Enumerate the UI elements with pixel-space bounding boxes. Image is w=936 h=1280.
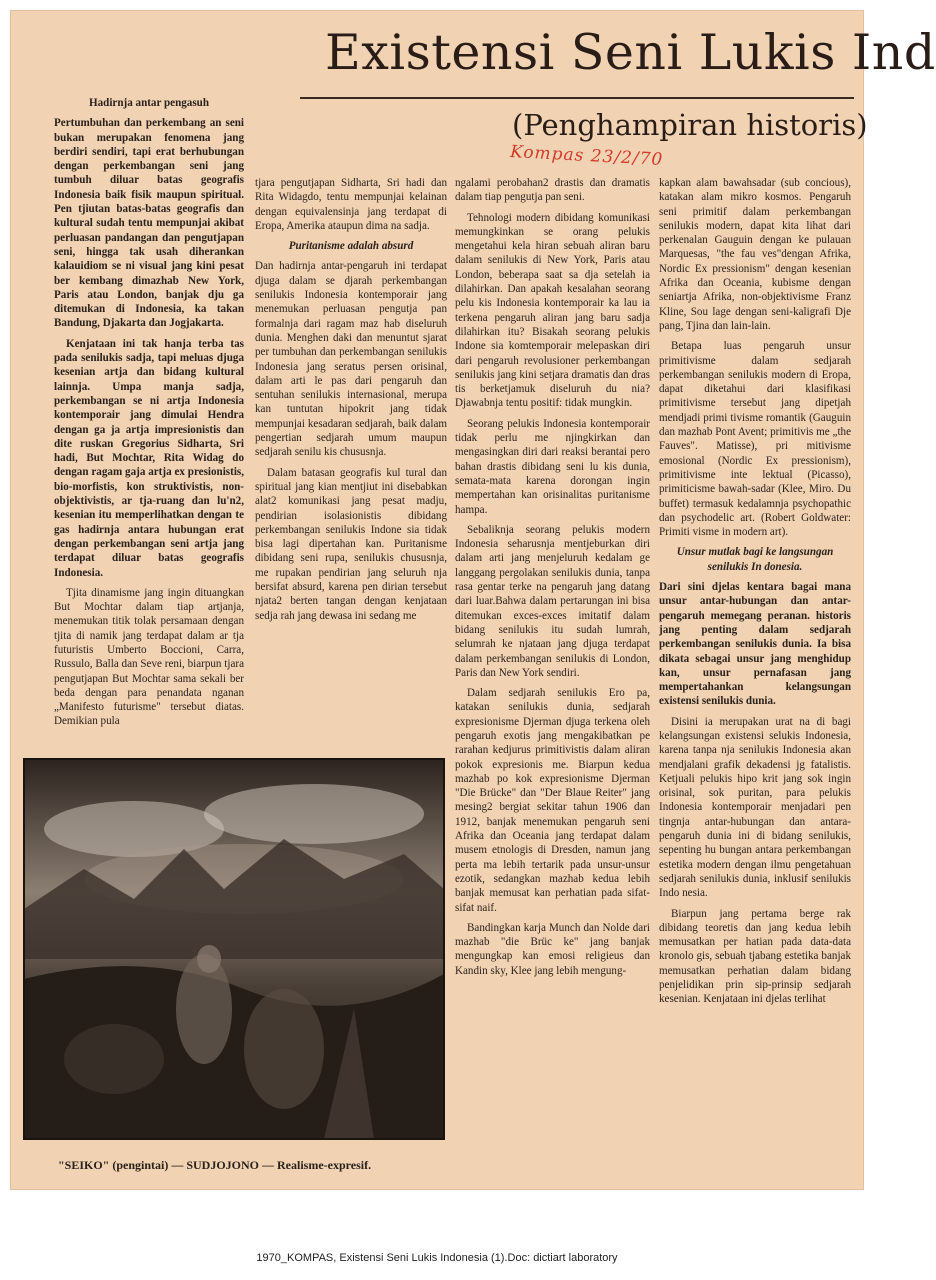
col4-subheading: Unsur mutlak bagi ke langsungan senilukis In donesia. — [676, 546, 834, 573]
col2-para-2: Dan hadirnja antar-pengaruh ini terdapat djuga dalam se djarah perkembangan senilukis Indonesia kontemporair jang menemukan perluasan pengutja pan formalnja dari ragam maz hab diseluruh dunia. Menghen daki dan menuntut sjarat per tumbuhan dan perkembangan senilukis Indonesia jang seratus persen orisinal, dalam arti le pas dari pengaruh dan sentuhan senilukis internasional, merupa kan tuntutan hipokrit jang tidak mempunjai kesadaran sedjarah, baik dalam pengertian sedjarah umum maupun sedjarah senilu kis chususnja. — [255, 260, 447, 459]
col4-para-2: Betapa luas pengaruh unsur primitivisme dalam sedjarah perkembangan senilukis modern di Eropa, dapat diketahui dari klasifikasi primitivisme tersebut jang dipetjah mendjadi primi tivisme romantik (Gauguin dan mazhab Pont Avent; primitivis me „the Fauves". Matisse), pri mitivisme emosional (Nordic Ex pressionism), primitivisme inte lektual (Picasso), primiticisme bawah-sadar (Klee, Miro. Du buffet) termasuk kedalamnja psychopathic dan psychodelic art. (Robert Goldwater: Primiti visme in modern art). — [659, 340, 851, 539]
article-title: Existensi Seni Lukis Ind — [325, 24, 936, 81]
col3-para-1: ngalami perobahan2 drastis dan dramatis dalam tiap pengutja pan seni. — [455, 177, 650, 204]
col2-subheading: Puritanisme adalah absurd — [288, 240, 414, 253]
photo-caption: "SEIKO" (pengintai) — SUDJOJONO — Realisme-expresif. — [58, 1158, 372, 1172]
col3-para-2: Tehnologi modern dibidang komunikasi memungkinkan se orang pelukis mengetahui kela hiran sebuah aliran baru dalam senilukis di New York, Paris atau London, beberapa saat sa dja setelah ia dilahirkan. Dan apakah kesalahan seorang pelu kis Indonesia kontemporair ka lau ia terkena pengaruh aliran jang baru sadja dilahirkan itu? Bisakah seorang pelukis Indone sia komtemporair melepaskan diri dari pengaruh revolusioner perkembangan senilukis jang kini setjara dramatis dan dras tis berketjamuk diseluruh du nia? Djawabnja tentu positif: tidak mungkin. — [455, 211, 650, 410]
col4-para-4: Disini ia merupakan urat na di bagi kelangsungan existensi selukis Indonesia, karena tanpa nja senilukis Indonesia akan mendjalani grafik dekadensi jg fatalistis. Ketjuali pelukis hipo krit jang sok ingin orisinal, sok puritan, para pelukis Indonesia kontemporair menjadari pen tingnja antar-hubungan dan antara-pengaruh dunia ini di bidang senilukis, sepenting hu bungan antara perkembangan estetika modern dengan ilmu pengetahuan sedjarah senilukis dunia, inklusif senilukis Indo nesia. — [659, 715, 851, 900]
title-rule — [300, 97, 854, 99]
col3-para-4: Sebaliknja seorang pelukis modern Indonesia seharusnja mentjeburkan diri dalam arti jang menjeluruh kedalam ge langgang pergolakan senilukis dunia, tanpa rasa gentar terke na pengaruh jang datang dari luar.Bahwa dalam pertarungan ini bisa ditemukan exces-exces imitatif dalam bidang senilukis itu sudah lumrah, selumrah ke njataan jang djuga terdapat dalam perkembangan senilukis di London, Paris dan New York sendiri. — [455, 523, 650, 679]
col1-para-1: Pertumbuhan dan perkembang an seni bukan merupakan fenomena jang berdiri sendiri, tapi erat berhubungan dengan perkembangan seni jang tumbuh diluar batas geografis Indonesia baik fisik maupun spiritual. Pen tjiutan batas-batas geografis dan kultural sudah tentu mempunjai akibat perluasan pandangan dan pengutjapan seni, hingga tak usah diherankan kalauidiom se ni visual jang kini pesat ber kembang dimazhab New York, Paris atau London, banjak dju ga ditemukan di Indonesia, ka takan Bandung, Djakarta dan Jogjakarta. — [54, 117, 244, 330]
handwritten-note: Kompas 23/2/70 — [509, 142, 664, 170]
col4-para-3: Dari sini djelas kentara bagai mana unsur antar-hubungan dan antar-pengaruh memegang peranan. historis jang penting dalam sedjarah perkembangan senilukis dunia. Ia bisa dikata sebagai unsur jang menghidup kan, unsur pernafasan jang mempertahankan kelangsungan existensi senilukis dunia. — [659, 581, 851, 708]
col3-para-5: Dalam sedjarah senilukis Ero pa, katakan senilukis dunia, sedjarah expresionisme Djerman djuga terkena oleh pengaruh exotis jang mengakibatkan pe rarahan kedjurus primitivistis dalam aliran pokok expresionis me. Biarpun kedua mazhab po kok expresionisme Djerman "Die Brücke" dan "Der Blaue Reiter" jang mesing2 bergiat sekitar tahun 1906 dan 1912, banjak menemukan pengaruh seni Afrika dan Oceania jang terdapat dalam musem etnologis di Dresden, namun jang perta ma lebih tertarik pada unsur-unsur ezotik, sedangkan mazhab kedua lebih banjak memusat kan perhatian pada sifat-sifat naif. — [455, 687, 650, 914]
col3-para-3: Seorang pelukis Indonesia kontemporair tidak perlu me njingkirkan dan mengasingkan diri dari reaksi berantai pero bahan drastis dibidang seni lu kis dunia, semata-mata karena dorongan ingin mempertahan kan orisinalitas puritanisme hampa. — [455, 417, 650, 516]
document-footer: 1970_KOMPAS, Existensi Seni Lukis Indonesia (1).Doc: dictiart laboratory — [256, 1252, 618, 1264]
col4-para-1: kapkan alam bawahsadar (sub concious), katakan alam mikro kosmos. Pengaruh seni primitif dalam perkembangan senilukis modern, dapat kita lihat dari perkenalan Gauguin dengan ke pulauan Marquesas, "the fau ves"dengan Afrika, Nordic Ex pressionism" dengan kesenian Afrika dan Oceania, kubisme dengan seniartja Afrika, non-objektivisme Franz Kline, Sou lage dengan seni-kaligrafi Dje pang, Tjina dan lain-lain. — [659, 177, 851, 332]
column-2 — [255, 176, 447, 744]
column-4 — [659, 176, 851, 1172]
column-1 — [54, 96, 244, 746]
col4-para-5: Biarpun jang pertama berge rak dibidang teoretis dan jang kedua lebih memusatkan per hatian pada data-data kronolo gis, sebuah tjabang estetika banjak memusatkan perhatian dalam bidang penjelidikan prin sip-prinsip sedjarah kesenian. Kenjataan ini djelas terlihat — [659, 907, 851, 1006]
painting-photo — [24, 759, 444, 1139]
col1-para-3: Tjita dinamisme jang ingin dituangkan But Mochtar dalam tiap artjanja, menemukan titik tolak persamaan dengan tjita di namik jang terdapat dalam ar tja futuristis Umberto Boccioni, Carra, Russulo, Balla dan Seve reni, biarpun tjara pengutjapan But Mochtar sama sekali ber beda dengan para penandata nganan „Manifesto futurisme" tersebut diatas. Demikian pula — [54, 586, 244, 728]
col1-para-2: Kenjataan ini tak hanja terba tas pada senilukis sadja, tapi meluas djuga kesenian artja dan bidang kultural lainnja. Umpa manja sadja, perkembangan se ni artja Indonesia kontemporair jang dimulai Hendra dengan ga ja artja impresionistis dan dite ruskan Gregorius Sidharta, Sri hadi, But Mochtar, Rita Widag do dengan ragam gaja artja ex presionistis, bio-morfistis, kon struktivistis, non-objektivistis, ar tja-ruang dan lu'n2, kesenian itu memperlihatkan dengan te gas hadirnja antara hubungan erat dengan perkembangan seni artja jang terdapat diluar batas geografis Indonesia. — [54, 337, 244, 579]
col2-para-1: tjara pengutjapan Sidharta, Sri hadi dan Rita Widagdo, tentu mempunjai kelainan dengan equivalensinja jang terdapat di Eropa, Amerika ataupun dima na sadja. — [255, 177, 447, 232]
col2-para-3: Dalam batasan geografis kul tural dan spiritual jang kian mentjiut ini disebabkan alat2 komunikasi jang pesat madju, pendirian isolasionistis dibidang perkembangan senilukis Indone sia tidak bisa lagi dipertahan kan. Puritanisme dibidang seni rupa, senilukis chususnja, me rupakan pendirian jang seluruh nja bersifat absurd, karena pen dirian tersebut njata2 berten tangan dengan kenjataan sedja rah jang dewasa ini sedang me — [255, 466, 447, 622]
col1-lead: Hadirnja antar pengasuh — [88, 97, 209, 109]
article-subtitle: (Penghampiran historis) — [512, 108, 868, 142]
col3-para-6: Bandingkan karja Munch dan Nolde dari mazhab "die Brüc ke" jang banjak mengungkap kan emosi religieus dan Kandin sky, Klee jang lebih mengung- — [455, 921, 650, 977]
column-3 — [455, 176, 650, 1172]
painting-image — [24, 759, 444, 1139]
